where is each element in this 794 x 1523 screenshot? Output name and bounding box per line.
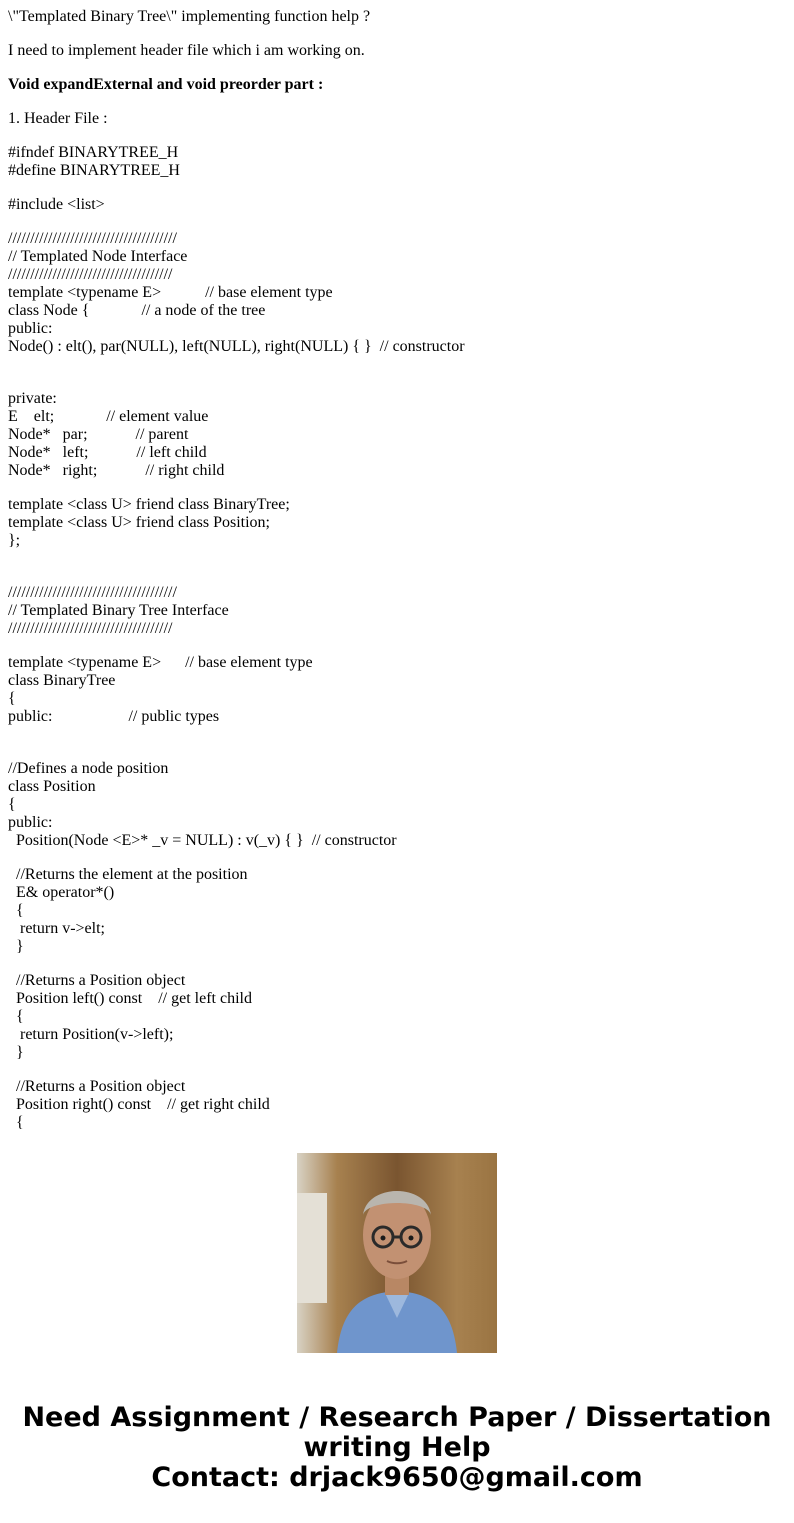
- text-line: //Returns a Position object: [8, 972, 186, 989]
- text-line: #include <list>: [8, 196, 105, 213]
- text-line: return Position(v->left);: [8, 1026, 174, 1043]
- text-line: Position(Node <E>* _v = NULL) : v(_v) { } // constructor: [8, 832, 397, 849]
- text-line: private:: [8, 390, 57, 407]
- text-line: public:: [8, 320, 53, 337]
- text-line: return v->elt;: [8, 920, 105, 937]
- text-line: template <typename E> // base element type: [8, 284, 333, 301]
- text-line: Node* left; // left child: [8, 444, 207, 461]
- text-line: //Defines a node position: [8, 760, 169, 777]
- text-line: //Returns a Position object: [8, 1078, 186, 1095]
- text-line: I need to implement header file which i am working on.: [8, 42, 365, 59]
- text-line: #ifndef BINARYTREE_H: [8, 144, 179, 161]
- text-line: {: [8, 902, 24, 919]
- text-line: };: [8, 532, 21, 549]
- text-line: /////////////////////////////////////: [8, 620, 173, 637]
- text-line: \"Templated Binary Tree\" implementing function help ?: [8, 8, 371, 25]
- footer-contact: Contact: drjack9650@gmail.com: [151, 1462, 643, 1493]
- text-line: // Templated Binary Tree Interface: [8, 602, 229, 619]
- question-document: [8, 0, 788, 1131]
- text-line: Void expandExternal and void preorder part :: [8, 76, 324, 93]
- text-line: Node() : elt(), par(NULL), left(NULL), right(NULL) { } // constructor: [8, 338, 465, 355]
- text-line: }: [8, 1044, 24, 1061]
- text-line: //////////////////////////////////////: [8, 584, 177, 601]
- text-line: E& operator*(): [8, 884, 115, 901]
- text-line: public: // public types: [8, 708, 220, 725]
- text-line: {: [8, 690, 16, 707]
- text-line: }: [8, 938, 24, 955]
- text-line: Position left() const // get left child: [8, 990, 252, 1007]
- text-line: class BinaryTree: [8, 672, 116, 689]
- text-line: //Returns the element at the position: [8, 866, 248, 883]
- text-line: template <typename E> // base element type: [8, 654, 313, 671]
- text-line: #define BINARYTREE_H: [8, 162, 180, 179]
- text-line: Node* par; // parent: [8, 426, 189, 443]
- footer-line-2: writing Help: [303, 1432, 491, 1463]
- text-line: {: [8, 796, 16, 813]
- text-line: //////////////////////////////////////: [8, 230, 177, 247]
- text-line: E elt; // element value: [8, 408, 209, 425]
- text-line: Position right() const // get right child: [8, 1096, 270, 1113]
- text-line: template <class U> friend class Position;: [8, 514, 270, 531]
- text-line: 1. Header File :: [8, 110, 108, 127]
- text-line: class Node { // a node of the tree: [8, 302, 266, 319]
- author-avatar: [297, 1153, 497, 1353]
- text-line: /////////////////////////////////////: [8, 266, 173, 283]
- text-line: // Templated Node Interface: [8, 248, 188, 265]
- text-line: {: [8, 1008, 24, 1025]
- contact-footer: [0, 1403, 794, 1493]
- text-line: template <class U> friend class BinaryTree;: [8, 496, 290, 513]
- author-photo-icon: [297, 1153, 497, 1353]
- footer-line-1: Need Assignment / Research Paper / Dissertation: [22, 1402, 772, 1433]
- text-line: class Position: [8, 778, 96, 795]
- text-line: public:: [8, 814, 53, 831]
- text-line: Node* right; // right child: [8, 462, 225, 479]
- text-line: {: [8, 1114, 24, 1131]
